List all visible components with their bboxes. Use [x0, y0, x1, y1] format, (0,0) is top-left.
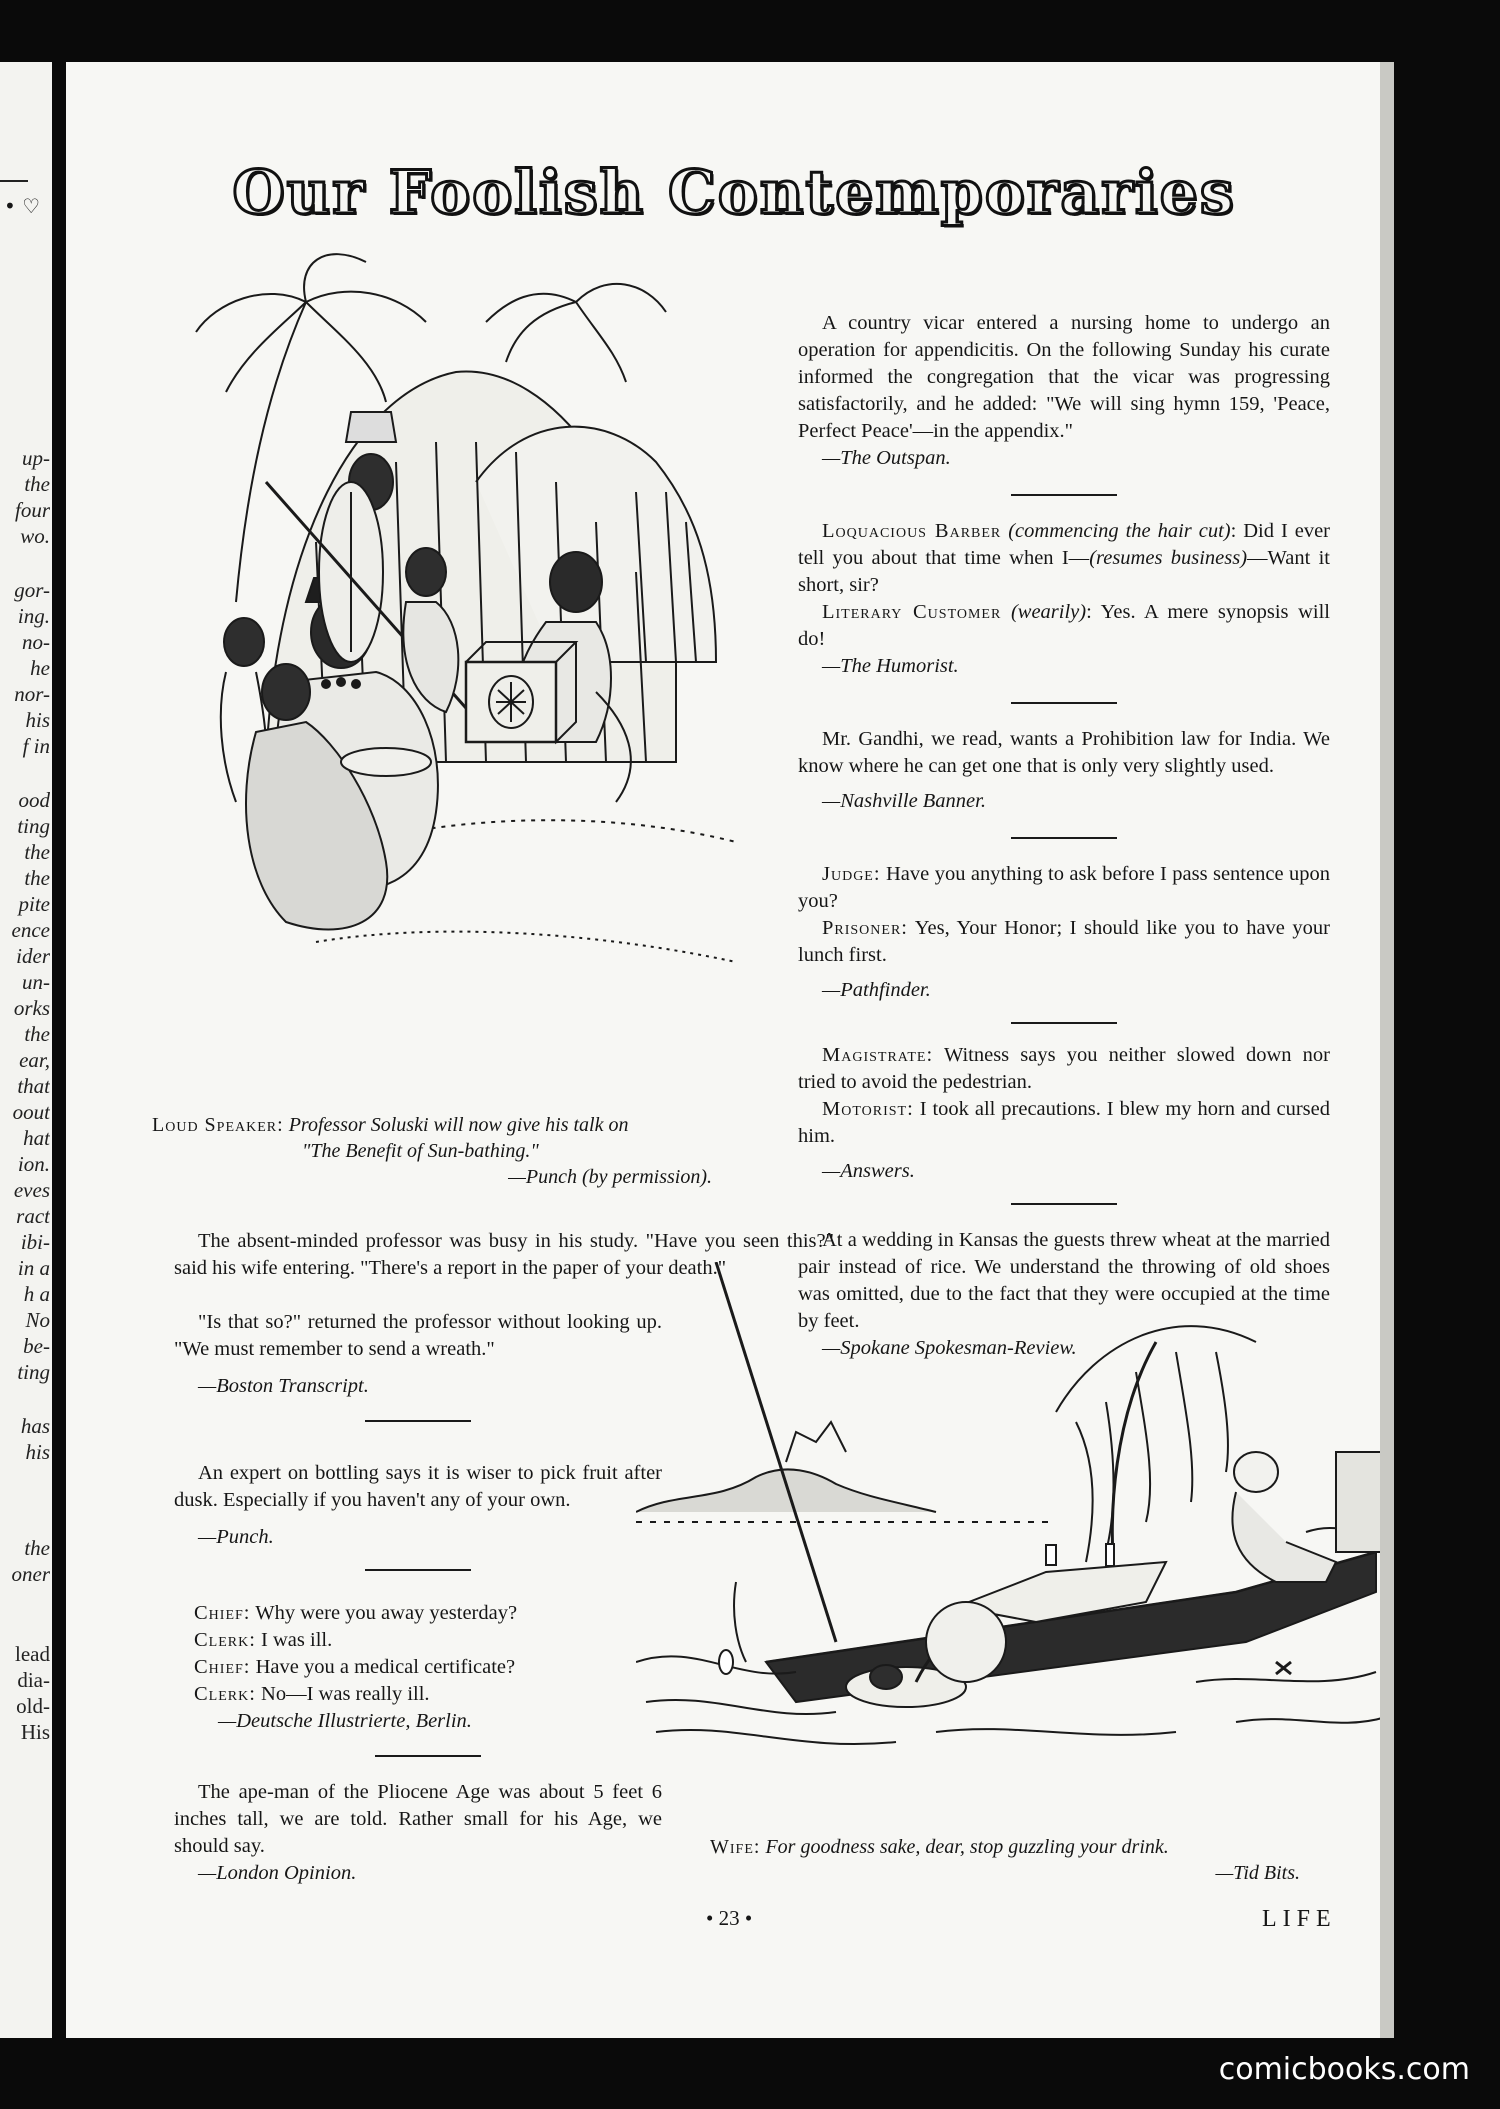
left-page-fragment-line: the	[24, 866, 50, 890]
left-page-fragment-line: oout	[12, 1100, 50, 1124]
left-page-fragment-line: the	[24, 1022, 50, 1046]
joke-bottling-p1: An expert on bottling says it is wiser to pick fruit after dusk. Especially if you haven't any of your own.	[174, 1462, 662, 1511]
speaker-clerk: Clerk:	[194, 1683, 256, 1705]
left-page-fragment-line: old-	[16, 1694, 50, 1718]
joke-professor-cont	[174, 1309, 662, 1422]
left-page-fragment-line: pite	[18, 892, 50, 916]
page-edge	[1380, 62, 1394, 2038]
magazine-name: LIFE	[1262, 1906, 1337, 1932]
joke-professor-attr: —Boston Transcript.	[198, 1375, 369, 1397]
separator-rule	[1011, 702, 1117, 704]
left-page-fragment-line: the	[24, 472, 50, 496]
left-page-fragment-line: lead	[15, 1642, 50, 1666]
dialogue-line: I was ill.	[261, 1629, 333, 1651]
caption-attribution: —Tid Bits.	[1215, 1862, 1300, 1884]
left-page-fragment-line: has	[20, 1414, 50, 1438]
joke-judge-line1: Judge: Have you anything to ask before I pass sentence upon you?	[798, 863, 1330, 912]
left-page-fragment-line: ion.	[17, 1152, 50, 1176]
joke-judge-attr: —Pathfinder.	[822, 979, 931, 1001]
left-page-fragment-line: be-	[23, 1334, 50, 1358]
caption-attribution: —Punch (by permission).	[508, 1166, 712, 1188]
left-page-fragment-line: No	[25, 1308, 50, 1332]
watermark-logo: comicbooks.com	[1218, 2052, 1470, 2087]
separator-rule	[1011, 1022, 1117, 1024]
cartoon2-caption	[690, 1834, 1370, 1886]
left-page-fragment-line: oner	[11, 1562, 50, 1586]
caption-speaker: Wife:	[710, 1836, 761, 1858]
left-page-fragment-line: hat	[23, 1126, 50, 1150]
left-page-fragment-line: the	[24, 840, 50, 864]
left-page-fragment-line: he	[30, 656, 50, 680]
left-page-fragment	[0, 62, 52, 2038]
joke-wedding-p1: At a wedding in Kansas the guests threw wheat at the married pair instead of rice. We understand the throwing of old shoes was omitted, due to the fact that they were occupied at the time by feet.	[798, 1229, 1330, 1332]
separator-rule	[1011, 1203, 1117, 1205]
joke-bottling	[174, 1460, 662, 1571]
joke-judge-line2: Prisoner: Yes, Your Honor; I should like you to have your lunch first.	[798, 917, 1330, 966]
joke-apeman-p1: The ape-man of the Pliocene Age was about 5 feet 6 inches tall, we are told. Rather small for his Age, we should say.	[174, 1781, 662, 1857]
caption-text: For goodness sake, dear, stop guzzling your drink.	[765, 1836, 1169, 1858]
left-page-fragment-line: his	[25, 1440, 50, 1464]
page-title: Our Foolish Contemporaries	[232, 158, 1236, 228]
speaker-clerk: Clerk:	[194, 1629, 256, 1651]
left-page-fragment-line: un-	[22, 970, 50, 994]
caption-text-line2: "The Benefit of Sun-bathing."	[302, 1140, 539, 1162]
left-page-fragment-line: wo.	[20, 524, 50, 548]
dialogue-line: No—I was really ill.	[261, 1683, 430, 1705]
joke-bottling-attr: —Punch.	[198, 1526, 274, 1548]
speaker-chief: Chief:	[194, 1656, 251, 1678]
left-page-fragment-line: up-	[22, 446, 50, 470]
joke-gandhi-p1: Mr. Gandhi, we read, wants a Prohibition law for India. We know where he can get one that is only very slightly used.	[798, 728, 1330, 777]
separator-rule	[375, 1755, 481, 1757]
joke-magistrate-line1: Magistrate: Witness says you neither slowed down nor tried to avoid the pedestrian.	[798, 1044, 1330, 1093]
speaker-chief: Chief:	[194, 1602, 251, 1624]
right-column	[798, 310, 1330, 1362]
joke-vicar-attr: —The Outspan.	[822, 447, 951, 469]
heart-icon: • ♡	[4, 194, 41, 218]
left-page-fragment-line: h a	[23, 1282, 50, 1306]
separator-rule	[1011, 494, 1117, 496]
joke-apeman-attr: —London Opinion.	[198, 1862, 357, 1884]
page-number: • 23 •	[706, 1906, 753, 1930]
left-page-fragment-line: f in	[22, 734, 50, 758]
left-page-fragment-line: ting	[17, 814, 50, 838]
left-page-fragment-line: the	[24, 1536, 50, 1560]
joke-chief	[194, 1600, 662, 1757]
joke-chief-attr: —Deutsche Illustrierte, Berlin.	[218, 1710, 472, 1732]
joke-wedding-attr: —Spokane Spokesman-Review.	[822, 1337, 1077, 1359]
left-page-fragment-line: his	[25, 708, 50, 732]
palm-trunk-1	[236, 302, 306, 602]
left-page-fragment-line: in a	[17, 1256, 50, 1280]
left-page-fragment-line: gor-	[14, 578, 50, 602]
joke-vicar-p1: A country vicar entered a nursing home to undergo an operation for appendicitis. On the following Sunday his curate informed the congregation that the vicar was progressing satisfactorily, and he added: "We will sing hymn 159, 'Peace, Perfect Peace'—in the appendix."	[798, 312, 1330, 442]
dialogue-line: Have you a medical certificate?	[255, 1656, 516, 1678]
left-page-fragment-line: ood	[18, 788, 50, 812]
dialogue-line: Why were you away yesterday?	[255, 1602, 518, 1624]
joke-professor-p1: The absent-minded professor was busy in his study. "Have you seen this?" said his wife entering. "There's a report in the paper of your death."	[174, 1230, 834, 1279]
left-page-fragment-line: ibi-	[20, 1230, 50, 1254]
joke-barber-line2: Literary Customer (wearily): Yes. A mere synopsis will do!	[798, 601, 1331, 650]
left-page-fragment-line: ear,	[19, 1048, 50, 1072]
left-page-fragment-line: that	[17, 1074, 50, 1098]
left-page-rule	[0, 180, 28, 182]
left-page-fragment-line: His	[20, 1720, 50, 1744]
left-page-fragment-line: nor-	[14, 682, 50, 706]
left-page-fragment-line: ract	[16, 1204, 50, 1228]
joke-barber-attr: —The Humorist.	[822, 655, 959, 677]
magazine-page	[66, 62, 1380, 2038]
joke-magistrate-attr: —Answers.	[822, 1160, 915, 1182]
caption-speaker: Loud Speaker:	[152, 1114, 284, 1136]
left-page-fragment-line: ence	[11, 918, 50, 942]
left-page-fragment-line: eves	[13, 1178, 50, 1202]
separator-rule	[365, 1420, 471, 1422]
cartoon1-caption	[132, 1112, 742, 1190]
joke-magistrate-line2: Motorist: I took all precautions. I blew my horn and cursed him.	[798, 1098, 1331, 1147]
separator-rule	[365, 1569, 471, 1571]
cartoon-loudspeaker-illustration	[176, 242, 816, 1122]
joke-professor-p2: "Is that so?" returned the professor without looking up. "We must remember to send a wreath."	[174, 1311, 662, 1360]
left-page-fragment-line: four	[14, 498, 50, 522]
left-page-fragment-line: dia-	[17, 1668, 50, 1692]
caption-text-line1: Professor Soluski will now give his talk on	[288, 1114, 629, 1136]
left-page-fragment-line: ting	[17, 1360, 50, 1384]
left-page-fragment-line: orks	[13, 996, 50, 1020]
joke-barber-line1: Loquacious Barber (commencing the hair cut): Did I ever tell you about that time when I—(resumes business)—Want it short, sir?	[798, 520, 1331, 596]
cartoon-boat-illustration	[636, 1262, 1396, 1792]
left-page-fragment-line: no-	[22, 630, 50, 654]
left-page-fragment-line: ider	[16, 944, 50, 968]
joke-apeman	[174, 1779, 662, 1887]
left-page-fragment-line: ing.	[17, 604, 50, 628]
joke-gandhi-attr: —Nashville Banner.	[822, 790, 986, 812]
separator-rule	[1011, 837, 1117, 839]
